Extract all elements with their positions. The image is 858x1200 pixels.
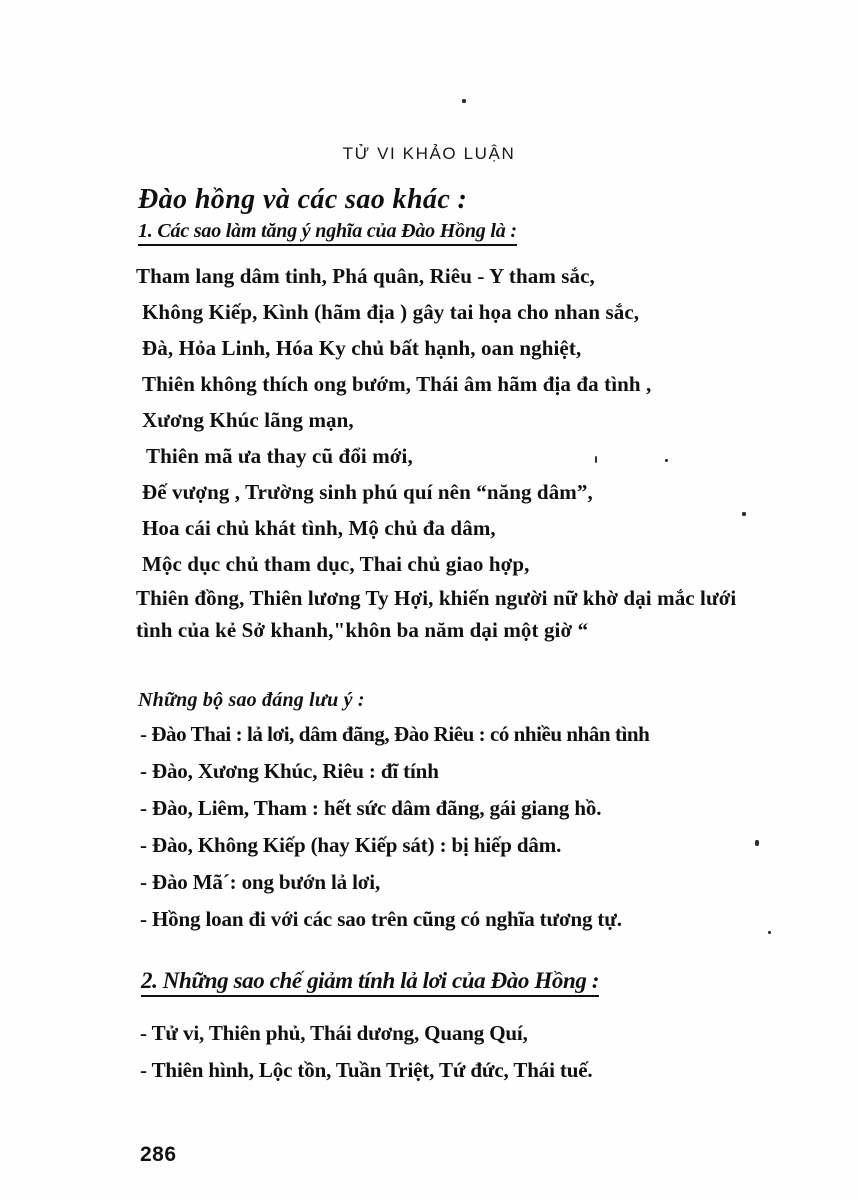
list-item: - Đào Mã´: ong bướn lả lơi, [140, 870, 381, 894]
running-head: TỬ VI KHẢO LUẬN [342, 144, 516, 163]
scan-speck [462, 99, 466, 103]
body-line: Đà, Hỏa Linh, Hóa Ky chủ bất hạnh, oan nghiệt, [142, 336, 582, 360]
notable-sets-heading: Những bộ sao đáng lưu ý : [138, 689, 365, 711]
notable-sets-list [136, 716, 796, 938]
section-2-list [136, 1015, 796, 1089]
body-line: Đế vượng , Trường sinh phú quí nên “năng dâm”, [142, 480, 593, 504]
body-line: Hoa cái chủ khát tình, Mộ chủ đa dâm, [142, 516, 496, 540]
list-item: - Đào Thai : lả lơi, dâm đãng, Đào Riêu : có nhiều nhân tình [140, 722, 650, 746]
section-1-heading: 1. Các sao làm tăng ý nghĩa của Đào Hồng là : [138, 220, 517, 246]
section-2-heading: 2. Những sao chế giảm tính lả lơi của Đào Hồng : [141, 968, 599, 997]
spacer [136, 250, 796, 258]
spacer [136, 1001, 796, 1015]
list-item: - Hồng loan đi với các sao trên cũng có nghĩa tương tự. [140, 907, 622, 931]
spacer [136, 646, 796, 690]
section-2-heading-wrap [136, 968, 796, 1001]
page-content [136, 186, 796, 1089]
body-line: Thiên mã ưa thay cũ đổi mới, [146, 444, 413, 468]
page-number: 286 [140, 1143, 177, 1166]
body-line: Xương Khúc lãng mạn, [142, 408, 354, 432]
spacer [136, 938, 796, 968]
list-item: - Đào, Không Kiếp (hay Kiếp sát) : bị hiếp dâm. [140, 833, 562, 857]
body-line: Mộc dục chủ tham dục, Thai chủ giao hợp, [142, 552, 530, 576]
section-1-lines [136, 258, 796, 582]
body-line: Tham lang dâm tinh, Phá quân, Riêu - Y tham sắc, [136, 264, 595, 288]
list-item: - Thiên hình, Lộc tồn, Tuần Triệt, Tứ đức, Thái tuế. [140, 1058, 593, 1083]
section-1-heading-wrap [136, 220, 796, 250]
list-item: - Tử vi, Thiên phủ, Thái dương, Quang Quí, [140, 1021, 528, 1046]
list-item: - Đào, Liêm, Tham : hết sức dâm đãng, gái giang hồ. [140, 796, 602, 820]
list-item: - Đào, Xương Khúc, Riêu : đĩ tính [140, 759, 439, 783]
body-line: Không Kiếp, Kình (hãm địa ) gây tai họa cho nhan sắc, [142, 300, 640, 324]
section-1-closing-paragraph: Thiên đồng, Thiên lương Ty Hợi, khiến người nữ khờ dại mắc lưới tình của kẻ Sở khanh,"khôn ba năm dại một giờ “ [136, 586, 737, 642]
page-title: Đào hồng và các sao khác : [138, 184, 468, 215]
body-line: Thiên không thích ong bướm, Thái âm hãm địa đa tình , [142, 372, 652, 396]
